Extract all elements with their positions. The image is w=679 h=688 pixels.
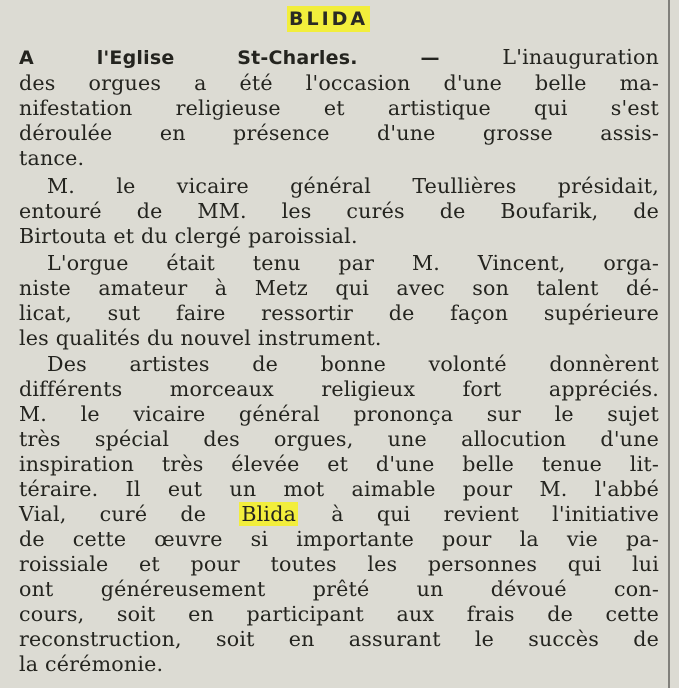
article-lead-title: A l'Eglise St-Charles. — (19, 47, 440, 69)
article-heading: BLIDA (289, 8, 369, 30)
text-line-5: tance. (19, 146, 85, 170)
text-line-18: téraire. Il eut un mot aimable pour M. l'abbé (19, 477, 659, 501)
text-line-22: ont généreusement prêté un dévoué con- (19, 577, 659, 601)
text-line-2: des orgues a été l'occasion d'une belle ma- (19, 71, 659, 95)
text-fragment: à qui revient l'initiative (331, 502, 660, 526)
text-line-8: Birtouta et du clergé paroissial. (19, 224, 358, 248)
text-line-7: entouré de MM. les curés de Boufarik, de (19, 199, 659, 223)
text-line-16: très spécial des orgues, une allocution d'une (19, 427, 659, 451)
text-fragment: Vial, curé de (19, 502, 207, 526)
text-fragment: L'inauguration (502, 45, 660, 69)
text-line-1 (19, 45, 659, 70)
text-line-13: Des artistes de bonne volonté donnèrent (47, 352, 659, 376)
text-line-20: de cette œuvre si importante pour la vie pa- (19, 527, 659, 551)
highlighted-word: Blida (241, 502, 297, 526)
text-line-24: reconstruction, soit en assurant le succès de (19, 627, 659, 651)
column-rule (668, 0, 670, 688)
text-line-14: différents morceaux religieux fort appréciés. (19, 377, 659, 401)
text-line-19 (19, 502, 659, 527)
text-line-3: nifestation religieuse et artistique qui s'est (19, 96, 659, 120)
text-line-23: cours, soit en participant aux frais de cette (19, 602, 659, 626)
text-line-10: niste amateur à Metz qui avec son talent dé- (19, 276, 659, 300)
text-line-6: M. le vicaire général Teullières présidait, (47, 174, 659, 198)
text-line-4: déroulée en présence d'une grosse assis- (19, 121, 659, 145)
text-line-21: roissiale et pour toutes les personnes qui lui (19, 552, 659, 576)
text-line-9: L'orgue était tenu par M. Vincent, orga- (47, 251, 659, 275)
text-line-12: les qualités du nouvel instrument. (19, 326, 382, 350)
text-line-17: inspiration très élevée et d'une belle tenue lit- (19, 452, 659, 476)
text-line-11: licat, sut faire ressortir de façon supérieure (19, 301, 659, 325)
text-line-15: M. le vicaire général prononça sur le sujet (19, 402, 659, 426)
text-line-25: la cérémonie. (19, 652, 164, 676)
